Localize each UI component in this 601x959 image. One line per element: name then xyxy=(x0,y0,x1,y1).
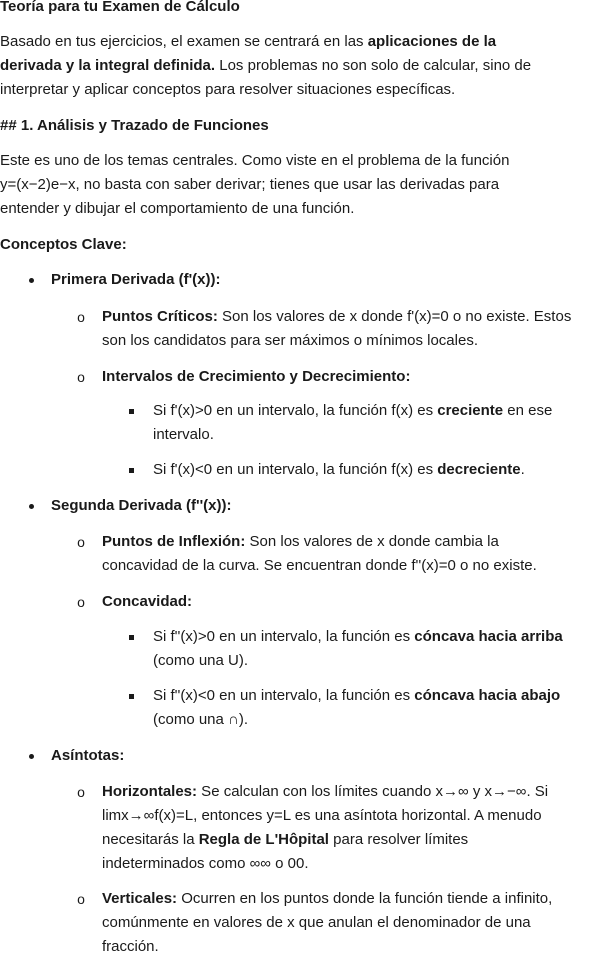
intro-line-3: interpretar y aplicar conceptos para resolver situaciones específicas. xyxy=(0,81,456,98)
bullet-disc xyxy=(26,268,36,292)
critical-points-line-2: son los candidatos para ser máximos o mínimos locales. xyxy=(102,332,478,349)
bullet-circle: o xyxy=(77,784,85,800)
bullet-square xyxy=(126,684,136,708)
bullet-circle: o xyxy=(77,534,85,550)
horizontal-line-4: indeterminados como ∞∞ o 00. xyxy=(102,855,309,872)
horizontal-line-2: limx→∞f(x)=L, entonces y=L es una asíntota horizontal. A menudo xyxy=(102,807,542,824)
intro-line-2: derivada y la integral definida. Los problemas no son solo de calcular, sino de xyxy=(0,57,532,74)
second-derivative-label: Segunda Derivada (f''(x)): xyxy=(51,497,232,514)
vertical-line-2: comúnmente en valores de x que anulan el denominador de una xyxy=(102,914,531,931)
bullet-circle: o xyxy=(77,891,85,907)
bullet-circle: o xyxy=(77,594,85,610)
concave-up-line-1: Si f''(x)>0 en un intervalo, la función es cóncava hacia arriba xyxy=(153,628,563,645)
bullet-square xyxy=(126,399,136,423)
document-title: Teoría para tu Examen de Cálculo xyxy=(0,0,240,15)
section-paragraph-1: Este es uno de los temas centrales. Como viste en el problema de la función xyxy=(0,152,510,169)
horizontal-line-3: necesitarás la Regla de L'Hôpital para resolver límites xyxy=(102,831,469,848)
increasing-line-2: intervalo. xyxy=(153,426,214,443)
intro-line-1: Basado en tus ejercicios, el examen se centrará en las aplicaciones de la xyxy=(0,33,497,50)
bullet-circle: o xyxy=(77,309,85,325)
bullet-square xyxy=(126,625,136,649)
inflection-line-2: concavidad de la curva. Se encuentran donde f''(x)=0 o no existe. xyxy=(102,557,537,574)
bullet-disc xyxy=(26,494,36,518)
asymptotes-label: Asíntotas: xyxy=(51,747,125,764)
intervals-label: Intervalos de Crecimiento y Decrecimiento: xyxy=(102,368,411,385)
decreasing-line: Si f'(x)<0 en un intervalo, la función f(x) es decreciente. xyxy=(153,461,525,478)
concepts-label: Conceptos Clave: xyxy=(0,236,127,253)
inflection-line-1: Puntos de Inflexión: Son los valores de x donde cambia la xyxy=(102,533,499,550)
section-paragraph-3: entender y dibujar el comportamiento de una función. xyxy=(0,200,355,217)
vertical-line-1: Verticales: Ocurren en los puntos donde la función tiende a infinito, xyxy=(102,890,553,907)
concave-up-line-2: (como una U). xyxy=(153,652,249,669)
section-paragraph-2: y=(x−2)e−x, no basta con saber derivar; tienes que usar las derivadas para xyxy=(0,176,500,193)
section-heading: ## 1. Análisis y Trazado de Funciones xyxy=(0,117,269,134)
bullet-disc xyxy=(26,744,36,768)
concavity-label: Concavidad: xyxy=(102,593,193,610)
first-derivative-label: Primera Derivada (f'(x)): xyxy=(51,271,221,288)
vertical-line-3: fracción. xyxy=(102,938,159,955)
concave-down-line-1: Si f''(x)<0 en un intervalo, la función es cóncava hacia abajo xyxy=(153,687,561,704)
concave-down-line-2: (como una ∩). xyxy=(153,711,248,728)
increasing-line-1: Si f'(x)>0 en un intervalo, la función f(x) es creciente en ese xyxy=(153,402,553,419)
bullet-square xyxy=(126,458,136,482)
horizontal-line-1: Horizontales: Se calculan con los límites cuando x→∞ y x→−∞. Si xyxy=(102,783,549,800)
critical-points-line-1: Puntos Críticos: Son los valores de x donde f'(x)=0 o no existe. Estos xyxy=(102,308,572,325)
bullet-circle: o xyxy=(77,369,85,385)
